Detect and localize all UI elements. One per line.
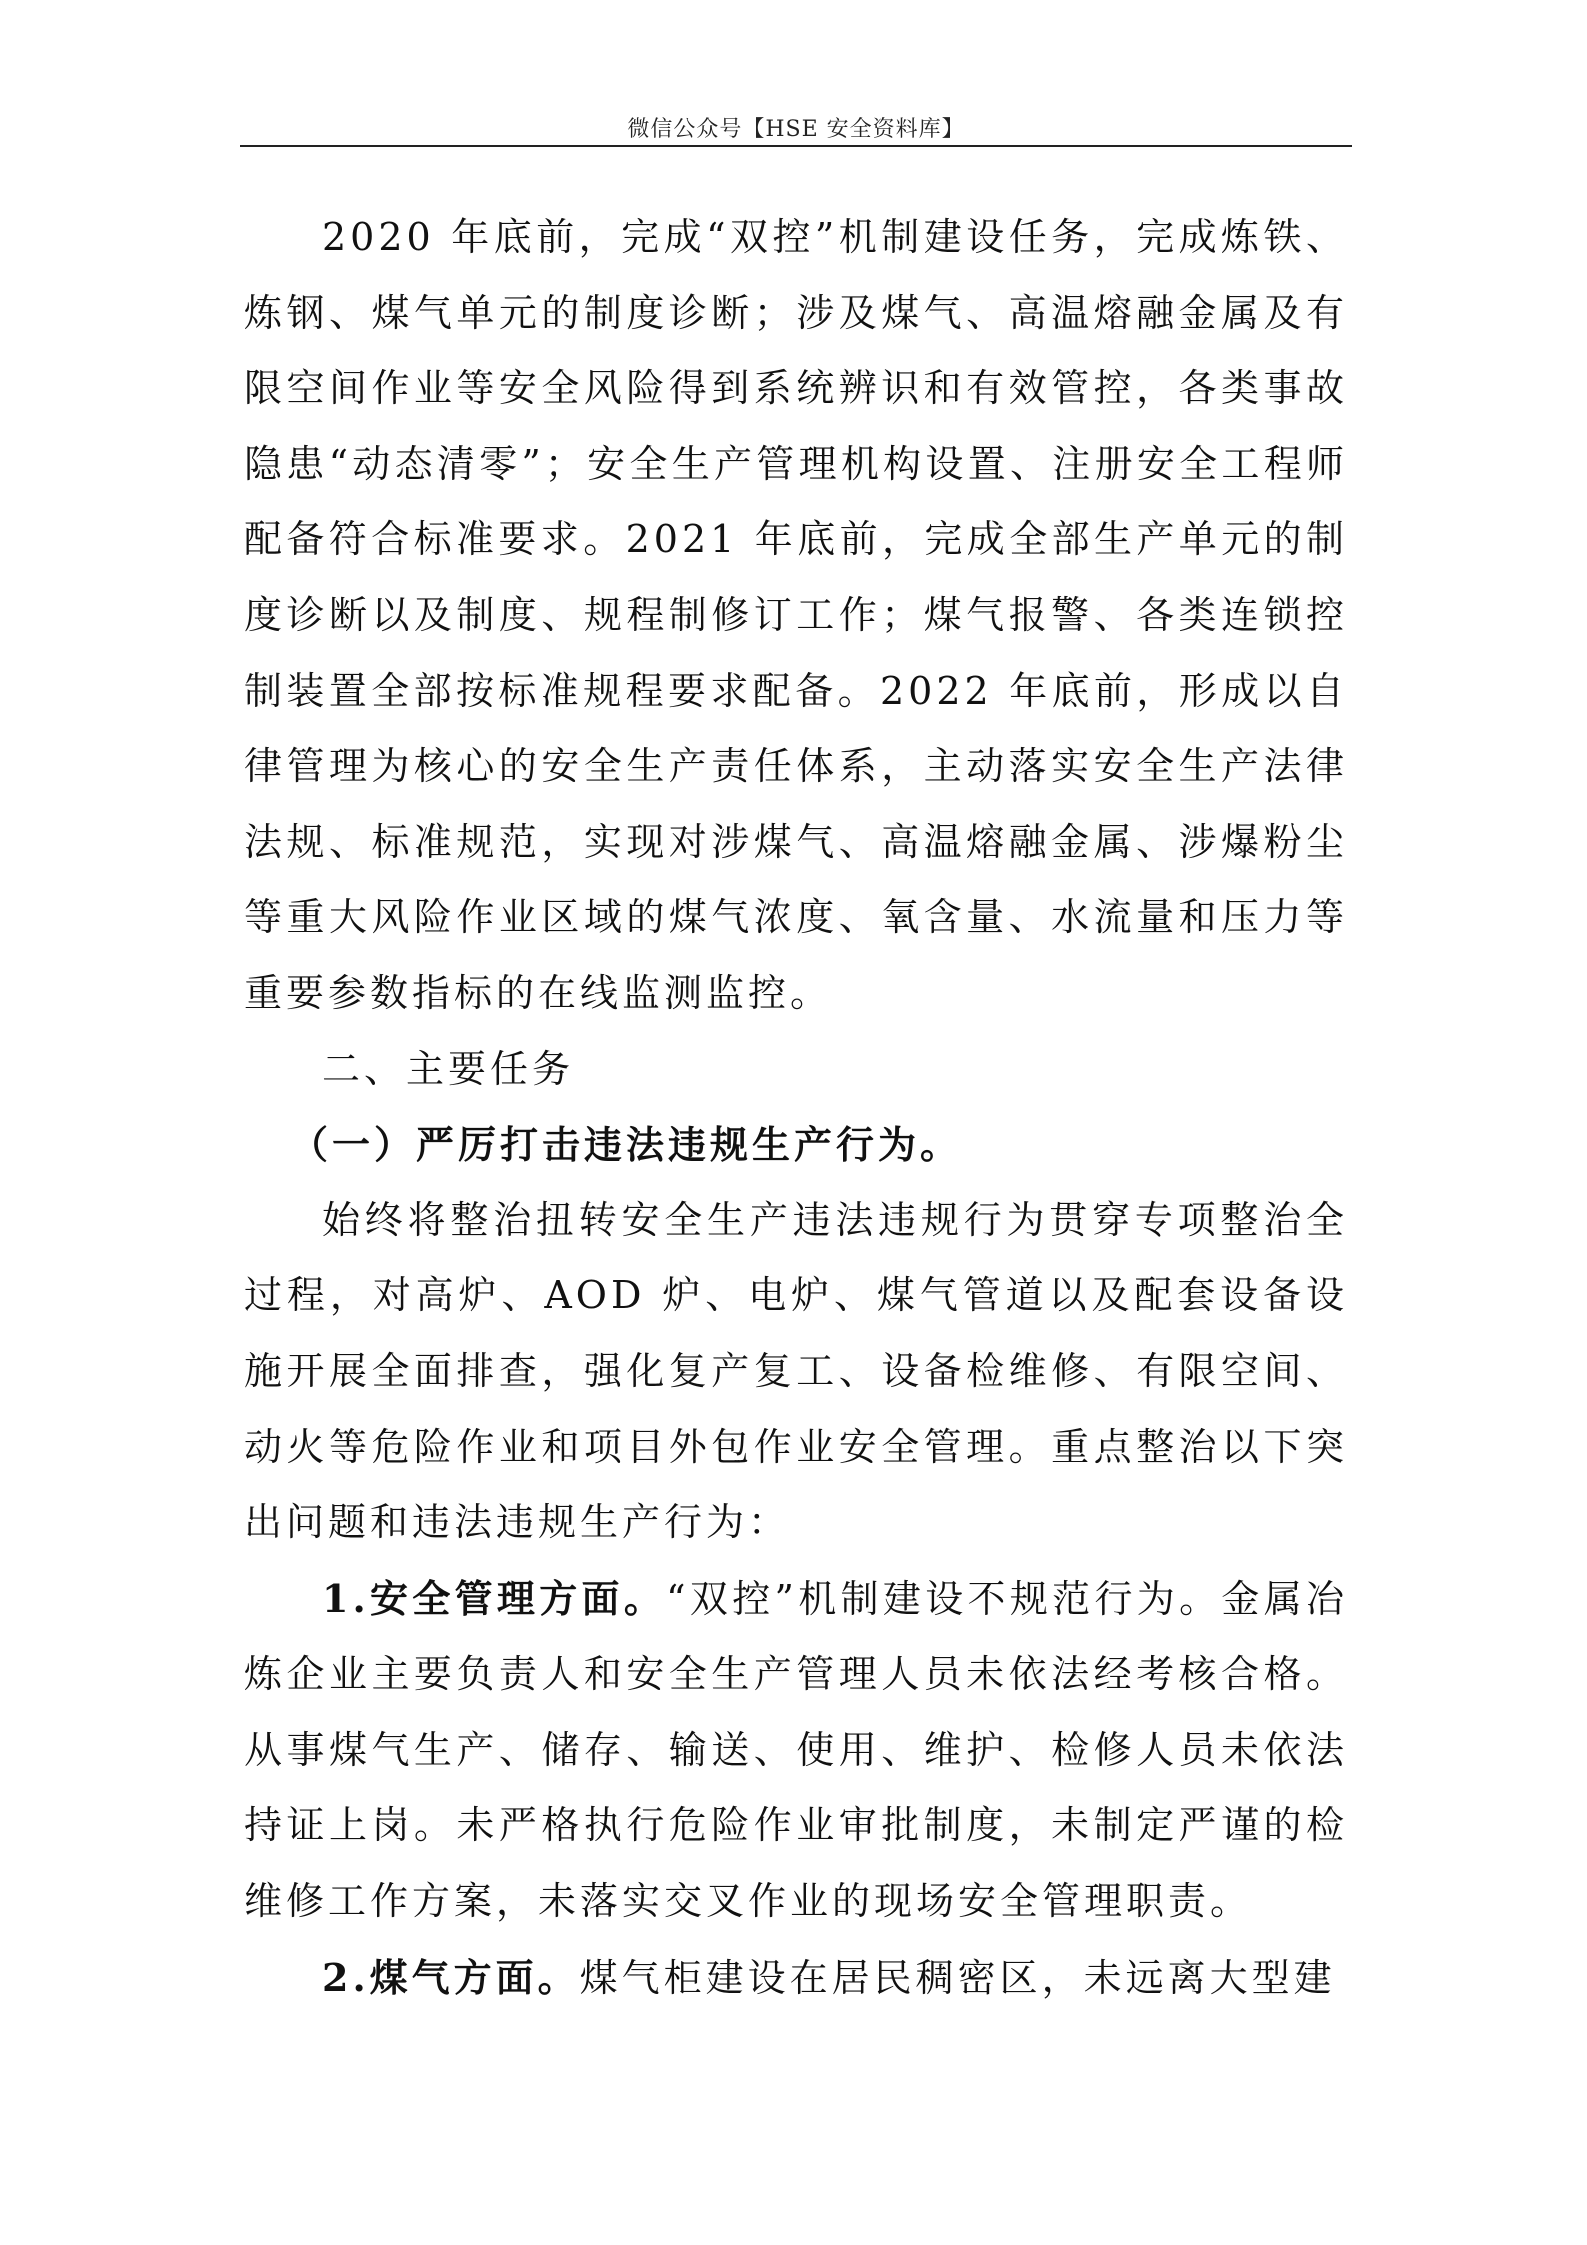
document-body: [244, 200, 1348, 2016]
paragraph-targets: 2020 年底前，完成“双控”机制建设任务，完成炼铁、炼钢、煤气单元的制度诊断；涉及煤气、高温熔融金属及有限空间作业等安全风险得到系统辨识和有效管控，各类事故隐患“动态清零”；安全生产管理机构设置、注册安全工程师配备符合标准要求。2021 年底前，完成全部生产单元的制度诊断以及制度、规程制修订工作；煤气报警、各类连锁控制装置全部按标准规程要求配备。2022 年底前，形成以自律管理为核心的安全生产责任体系，主动落实安全生产法律法规、标准规范，实现对涉煤气、高温熔融金属、涉爆粉尘等重大风险作业区域的煤气浓度、氧含量、水流量和压力等重要参数指标的在线监测监控。: [244, 215, 1348, 1015]
item-safety-management-title: 1.安全管理方面。: [322, 1575, 667, 1621]
item-gas-body: 煤气柜建设在居民稠密区，未远离大型建: [579, 1955, 1336, 2000]
header-divider: [240, 145, 1352, 147]
item-gas: [244, 1940, 1348, 2017]
subsection-heading-1: （一）严厉打击违法违规生产行为。: [290, 1122, 963, 1168]
item-safety-management: [244, 1561, 1348, 1940]
page-header: 微信公众号【HSE 安全资料库】: [627, 117, 965, 142]
item-safety-management-body: “双控”机制建设不规范行为。金属冶炼企业主要负责人和安全生产管理人员未依法经考核合格。从事煤气生产、储存、输送、使用、维护、检修人员未依法持证上岗。未严格执行危险作业审批制度，未制定严谨的检维修工作方案，未落实交叉作业的现场安全管理职责。: [244, 1576, 1349, 1924]
section-heading-main-tasks: 二、主要任务: [322, 1046, 575, 1091]
item-gas-title: 2.煤气方面。: [322, 1954, 580, 2000]
paragraph-rectification: 始终将整治扭转安全生产违法违规行为贯穿专项整治全过程，对高炉、AOD 炉、电炉、煤气管道以及配套设备设施开展全面排查，强化复产复工、设备检维修、有限空间、动火等危险作业和项目外包作业安全管理。重点整治以下突出问题和违法违规生产行为：: [244, 1197, 1348, 1545]
